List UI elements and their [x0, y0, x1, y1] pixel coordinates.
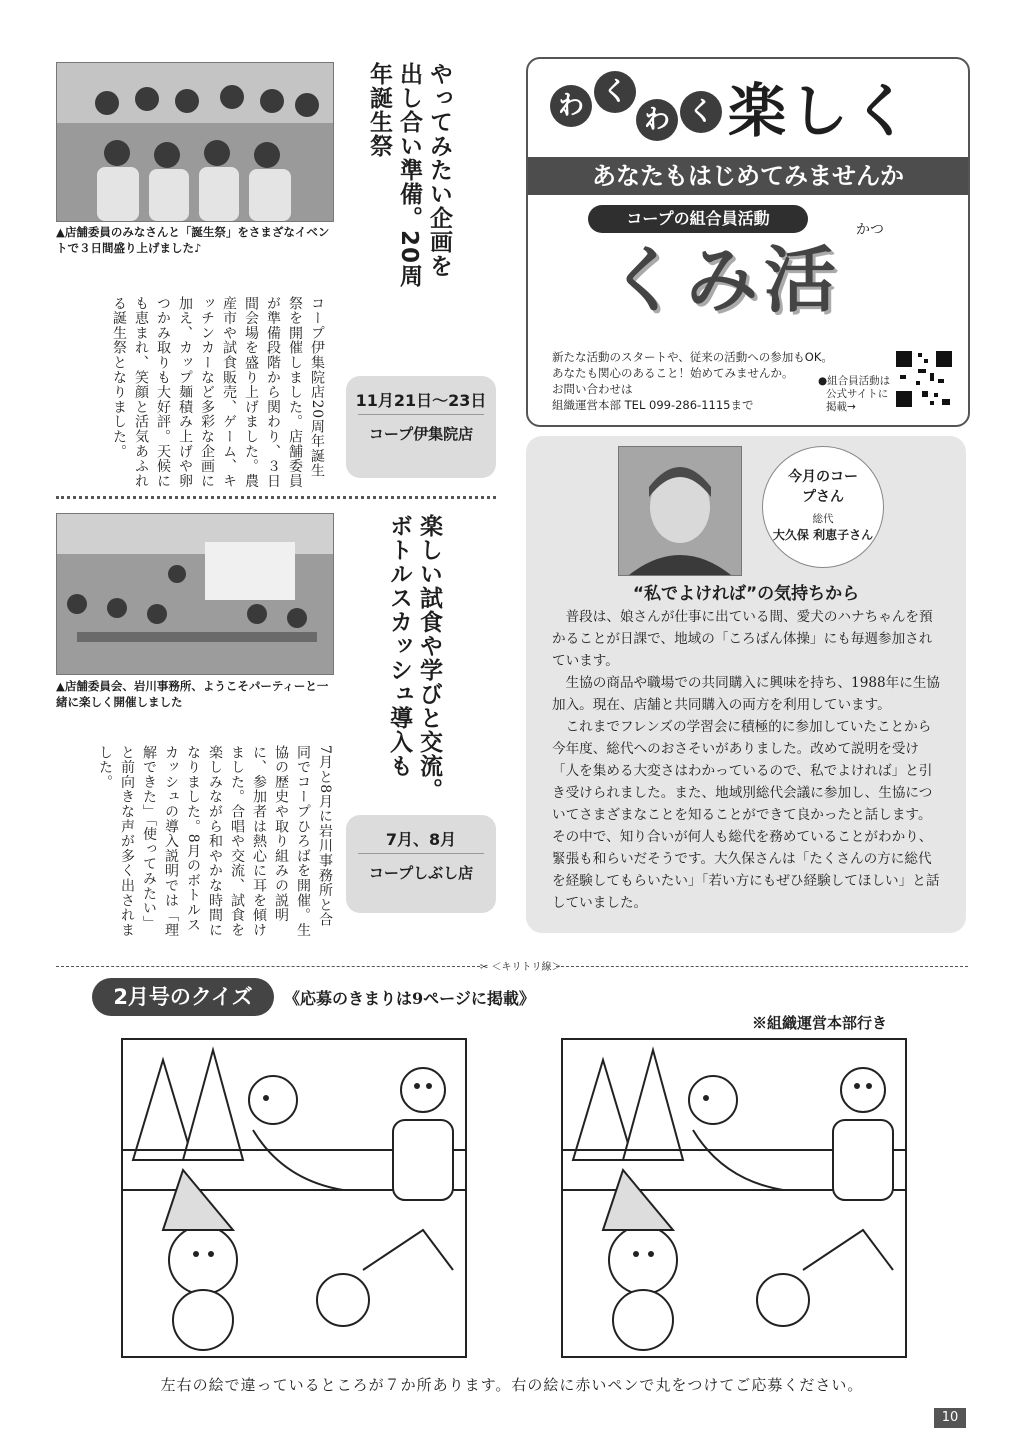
kumikatsu-ruby: かつ: [856, 222, 884, 238]
photo-caption-2: ▲店舗委員会、岩川事務所、ようこそパーティーと一緒に楽しく開催しました: [56, 679, 329, 709]
cut-line-left: [56, 966, 480, 967]
kumikatsu-line: 組織運営本部 TEL 099-286-1115まで: [552, 398, 754, 412]
kumikatsu-line: あなたも関心のあること！始めてみませんか。: [552, 366, 794, 380]
interview-headline: “私でよければ”の気持ちから: [632, 584, 860, 604]
quiz-picture-left: [121, 1038, 467, 1358]
portrait-photo: [618, 446, 742, 576]
quiz-picture-right[interactable]: [561, 1038, 907, 1358]
waku-bubble: わ: [636, 99, 678, 141]
quiz-title-pill: 2月号のクイズ: [92, 978, 274, 1016]
photo-coop-hiroba: [56, 513, 334, 675]
cut-line-right: [556, 966, 968, 967]
badge-title: 今月のコープさん: [788, 469, 858, 505]
waku-bubble: わ: [550, 85, 592, 127]
waku-bubble: く: [594, 71, 636, 113]
article2-headline: 楽しい試食や学びと交流。ボトルスカッシュ導入も: [386, 514, 442, 802]
article1-store: コープ伊集院店: [358, 414, 484, 444]
interview-paragraph: これまでフレンズの学習会に積極的に参加していたことから今年度、総代へのおさそいがありました。改めて説明を受け「人を集める大変さはわかっているので、私でよければ」と引き受けられました。また、地域別総代会議に参加し、生協についてさまざまなことを知ることができて良かったと話します。その中で、知り合いが何人も総代を務めていることがわかり、緊張も和らいだそうです。大久保さんは「たくさんの方に総代を経験してもらいたい」「若い方にもぜひ経験してほしい」と話していました。: [552, 719, 940, 911]
qr-note-line: ●組合員活動は: [818, 375, 891, 387]
kumikatsu-logo: くみ活: [608, 238, 843, 322]
qr-code[interactable]: [894, 349, 954, 409]
article2-date: 7月、8月: [385, 830, 457, 849]
interview-paragraph: 生協の商品や職場での共同購入に興味を持ち、1988年に生協加入。現在、店舗と共同購入の両方を利用しています。: [552, 675, 941, 713]
quiz-instruction: 左右の絵で違っているところが７か所あります。右の絵に赤いペンで丸をつけてご応募ください。: [160, 1376, 864, 1394]
article1-body: コープ伊集院店20周年誕生祭を開催しました。店舗委員が準備段階から関わり、３日間会場を盛り上げました。農産市や試食販売、ゲーム、キッチンカーなど多彩な企画に加え、カップ麺積み上げや卵つかみ取りも大好評。天候にも恵まれ、笑顔と活気あふれる誕生祭となりました。: [111, 296, 325, 489]
cut-label: ✂ ＜キリトリ線＞: [480, 962, 562, 973]
tanoshiku-title: 楽しく: [728, 77, 915, 145]
kumikatsu-box: [526, 57, 970, 427]
waku-bubbles: [538, 69, 728, 157]
article1-date-tag: [346, 376, 496, 478]
interview-paragraph: 普段は、娘さんが仕事に出ている間、愛犬のハナちゃんを預かることが日課で、地域の「ころばん体操」にも毎週参加されています。: [552, 609, 933, 669]
photo-caption-1: ▲店舗委員のみなさんと「誕生祭」をさまざなイベントで３日間盛り上げました♪: [56, 225, 330, 255]
qr-note-line: 掲載→: [826, 401, 856, 413]
kumikatsu-band: あなたもはじめてみませんか: [528, 157, 968, 195]
page-number: 10: [934, 1408, 966, 1428]
article2-body: 7月と8月に岩川事務所と合同でコープひろばを開催。生協の歴史や取り組みの説明に、参加者は熱心に耳を傾けました。合唱や交流、試食を楽しみながら和やかな時間になりました。8月のボトルスカッシュの導入説明では「理解できた」「使ってみたい」と前向きな声が多く出されました。: [97, 745, 333, 938]
badge-role: 総代: [812, 513, 834, 525]
article2-store: コープしぶし店: [358, 853, 484, 883]
waku-bubble: く: [680, 91, 722, 133]
article2-date-tag: [346, 815, 496, 913]
quiz-rules: 《応募のきまりは9ページに掲載》: [284, 989, 535, 1008]
activity-label: コープの組合員活動: [588, 205, 808, 233]
badge-name: 大久保 利恵子さん: [772, 528, 874, 542]
qr-note-line: 公式サイトに: [826, 388, 889, 400]
kumikatsu-line: 新たな活動のスタートや、従来の活動への参加もOK。: [552, 350, 833, 364]
monthly-coop-badge: [762, 446, 884, 568]
divider: [56, 496, 496, 499]
photo-store-committee: [56, 62, 334, 222]
kumikatsu-line: お問い合わせは: [552, 382, 633, 396]
article1-headline: やってみたい企画を出し合い準備。20周年誕生祭: [366, 62, 452, 289]
article1-date: 11月21日～23日: [355, 391, 487, 410]
quiz-destination: ※組織運営本部行き: [752, 1014, 888, 1032]
interview-panel: [526, 436, 966, 933]
